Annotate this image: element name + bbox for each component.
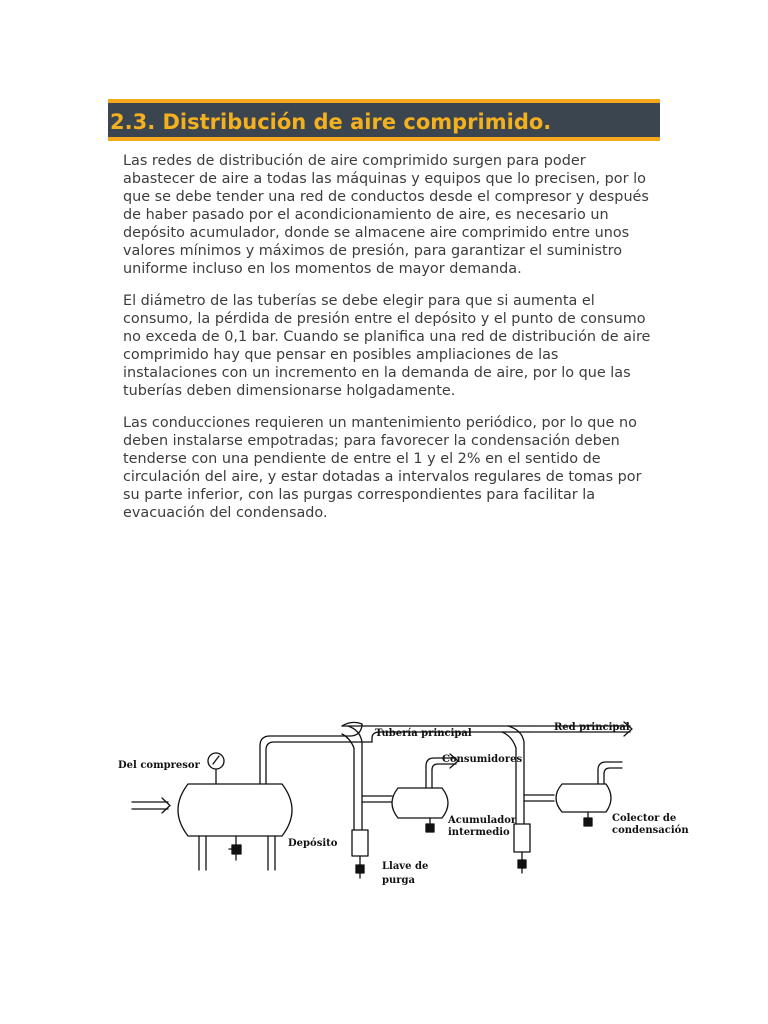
label-main-network: Red principal (554, 722, 630, 733)
paragraph-2: El diámetro de las tuberías se debe elegir para que si aumenta el consumo, la pérdida de presión entre el depósito y el punto de consumo no exceda de 0,1 bar. Cuando se planifica una red de distribución de aire comprimido hay que pensar en posibles ampliaciones de las instalaciones con un incremento en la demanda de aire, por lo que las tuberías deben dimensionarse holgadamente. (123, 293, 651, 399)
drain-drop-2 (502, 726, 530, 873)
label-main-pipe: Tubería principal (375, 728, 472, 739)
label-accumulator-line-1: Acumulador (448, 815, 517, 826)
body-text (123, 152, 653, 536)
paragraph-1: Las redes de distribución de aire comprimido surgen para poder abastecer de aire a todas las máquinas y equipos que lo precisen, por lo que se debe tender una red de conductos desde el compresor y después de haber pasado por el acondicionamiento de aire, es necesario un depósito acumulador, donde se almacene aire comprimido entre unos valores mínimos y máximos de presión, para garantizar el suministro uniforme incluso en los momentos de mayor demanda. (123, 153, 649, 277)
section-header (108, 99, 660, 141)
compressed-air-distribution-diagram (110, 700, 689, 900)
label-drain-valve-line-2: purga (382, 875, 416, 886)
label-from-compressor: Del compresor (118, 760, 200, 771)
label-tank: Depósito (288, 838, 338, 849)
label-drain-valve-line-1: Llave de (382, 861, 429, 872)
label-collector-line-2: condensación (612, 825, 689, 836)
label-accumulator-line-2: intermedio (448, 827, 510, 838)
diagram-svg (110, 700, 689, 900)
label-consumers: Consumidores (442, 754, 523, 765)
section-title: 2.3. Distribución de aire comprimido. (110, 110, 552, 134)
intermediate-accumulator (362, 758, 456, 832)
inlet-arrow (132, 798, 170, 813)
paragraph-3: Las conducciones requieren un mantenimiento periódico, por lo que no deben instalarse empotradas; para favorecer la condensación deben tenderse con una pendiente de entre el 1 y el 2% en el sentido de circulación del aire, y estar dotadas a intervalos regulares de tomas por su parte inferior, con las purgas correspondientes para facilitar la evacuación del condensado. (123, 415, 642, 521)
label-collector-line-1: Colector de (612, 813, 677, 824)
condensate-collector (524, 762, 622, 826)
